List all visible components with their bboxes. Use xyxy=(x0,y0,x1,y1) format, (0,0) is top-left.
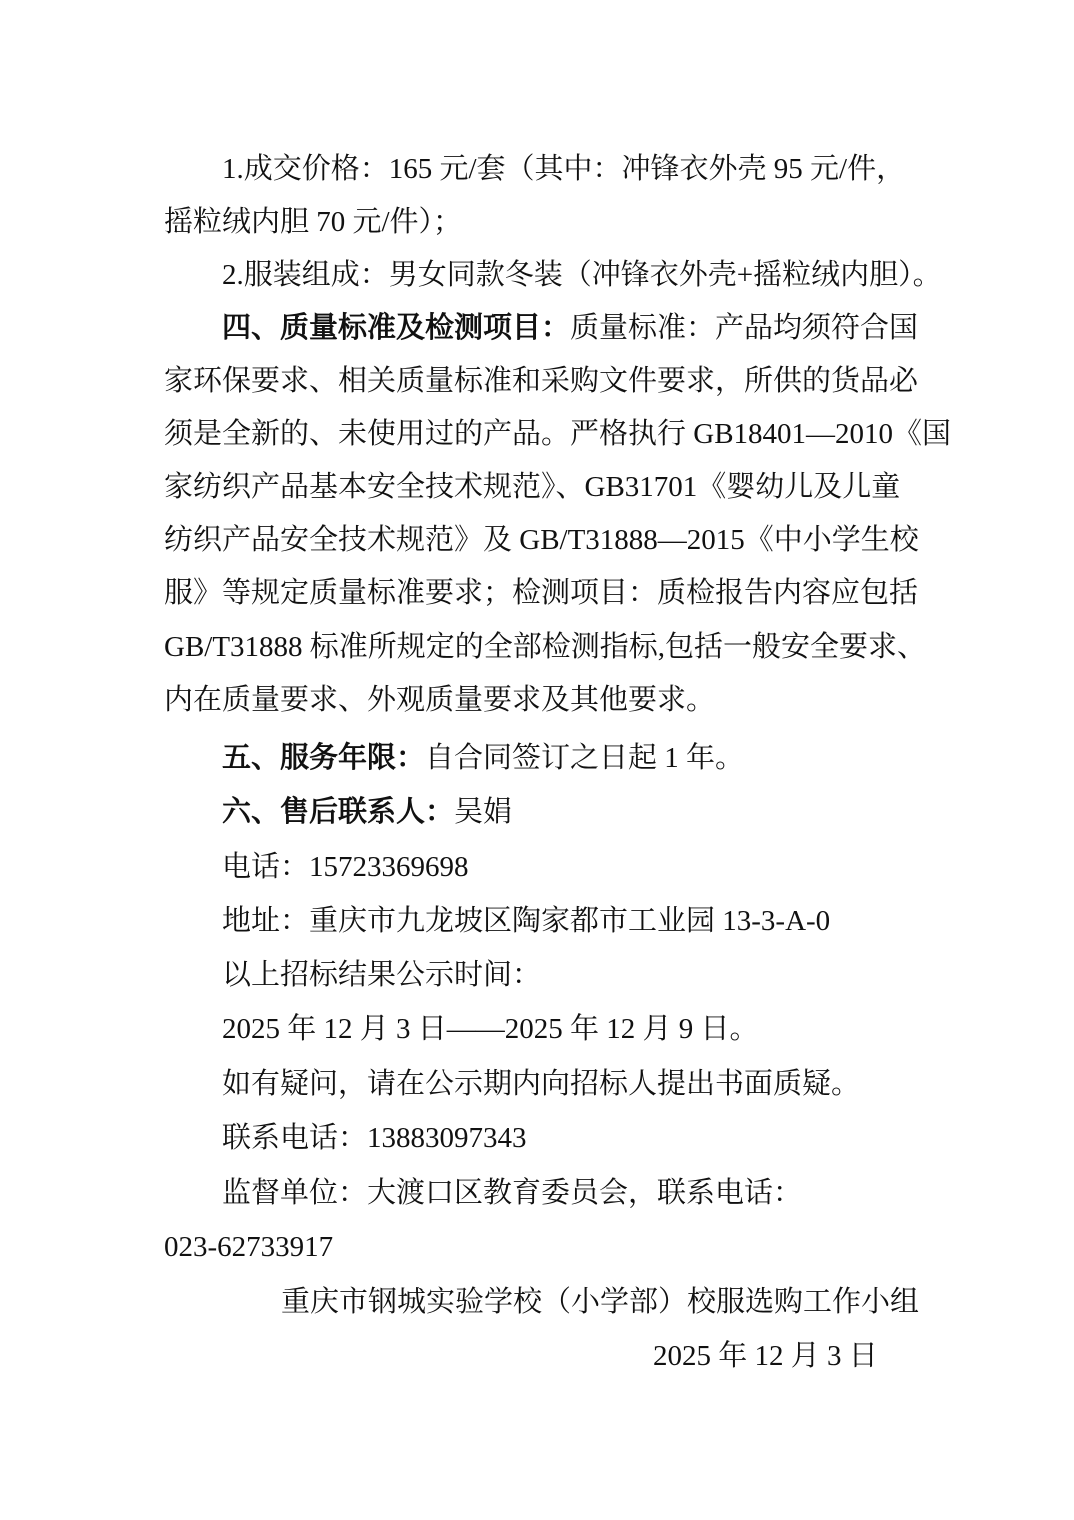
address-line: 地址：重庆市九龙坡区陶家都市工业园 13-3-A-0 xyxy=(222,905,831,937)
quality-line: 须是全新的、未使用过的产品。严格执行 GB18401—2010《国 xyxy=(164,418,952,450)
supervision-line-2: 023-62733917 xyxy=(164,1231,334,1263)
aftersales-line xyxy=(222,795,512,829)
signature-date: 2025 年 12 月 3 日 xyxy=(653,1340,878,1372)
quality-line: 家环保要求、相关质量标准和采购文件要求，所供的货品必 xyxy=(164,365,919,397)
aftersales-heading: 六、售后联系人： xyxy=(222,796,455,828)
service-line xyxy=(222,741,744,775)
signature-org: 重庆市钢城实验学校（小学部）校服选购工作小组 xyxy=(281,1286,920,1318)
service-heading: 五、服务年限： xyxy=(222,742,426,774)
contact-phone-line: 联系电话：13883097343 xyxy=(222,1122,527,1154)
quality-heading: 四、质量标准及检测项目： xyxy=(222,312,571,344)
quality-line: 家纺织产品基本安全技术规范》、GB31701《婴幼儿及儿童 xyxy=(164,471,901,503)
publicity-period: 2025 年 12 月 3 日——2025 年 12 月 9 日。 xyxy=(222,1013,759,1045)
phone-line: 电话：15723369698 xyxy=(222,851,469,883)
price-line-1: 1.成交价格：165 元/套（其中：冲锋衣外壳 95 元/件， xyxy=(222,153,906,185)
price-line-2: 摇粒绒内胆 70 元/件）； xyxy=(164,206,463,238)
quality-line-1-text: 质量标准：产品均须符合国 xyxy=(570,312,919,344)
quality-line: 服》等规定质量标准要求；检测项目：质检报告内容应包括 xyxy=(164,577,919,609)
supervision-line-1: 监督单位：大渡口区教育委员会，联系电话： xyxy=(222,1177,803,1209)
aftersales-name: 吴娟 xyxy=(454,796,513,828)
quality-line-1 xyxy=(222,311,918,345)
inquiry-line: 如有疑问，请在公示期内向招标人提出书面质疑。 xyxy=(222,1068,861,1100)
quality-line: GB/T31888 标准所规定的全部检测指标,包括一般安全要求、 xyxy=(164,631,927,663)
service-text: 自合同签订之日起 1 年。 xyxy=(425,742,745,774)
composition-line: 2.服装组成：男女同款冬装（冲锋衣外壳+摇粒绒内胆）。 xyxy=(222,259,942,291)
quality-line: 纺织产品安全技术规范》及 GB/T31888—2015《中小学生校 xyxy=(164,524,919,556)
publicity-label: 以上招标结果公示时间： xyxy=(222,959,542,991)
quality-line: 内在质量要求、外观质量要求及其他要求。 xyxy=(164,684,716,716)
